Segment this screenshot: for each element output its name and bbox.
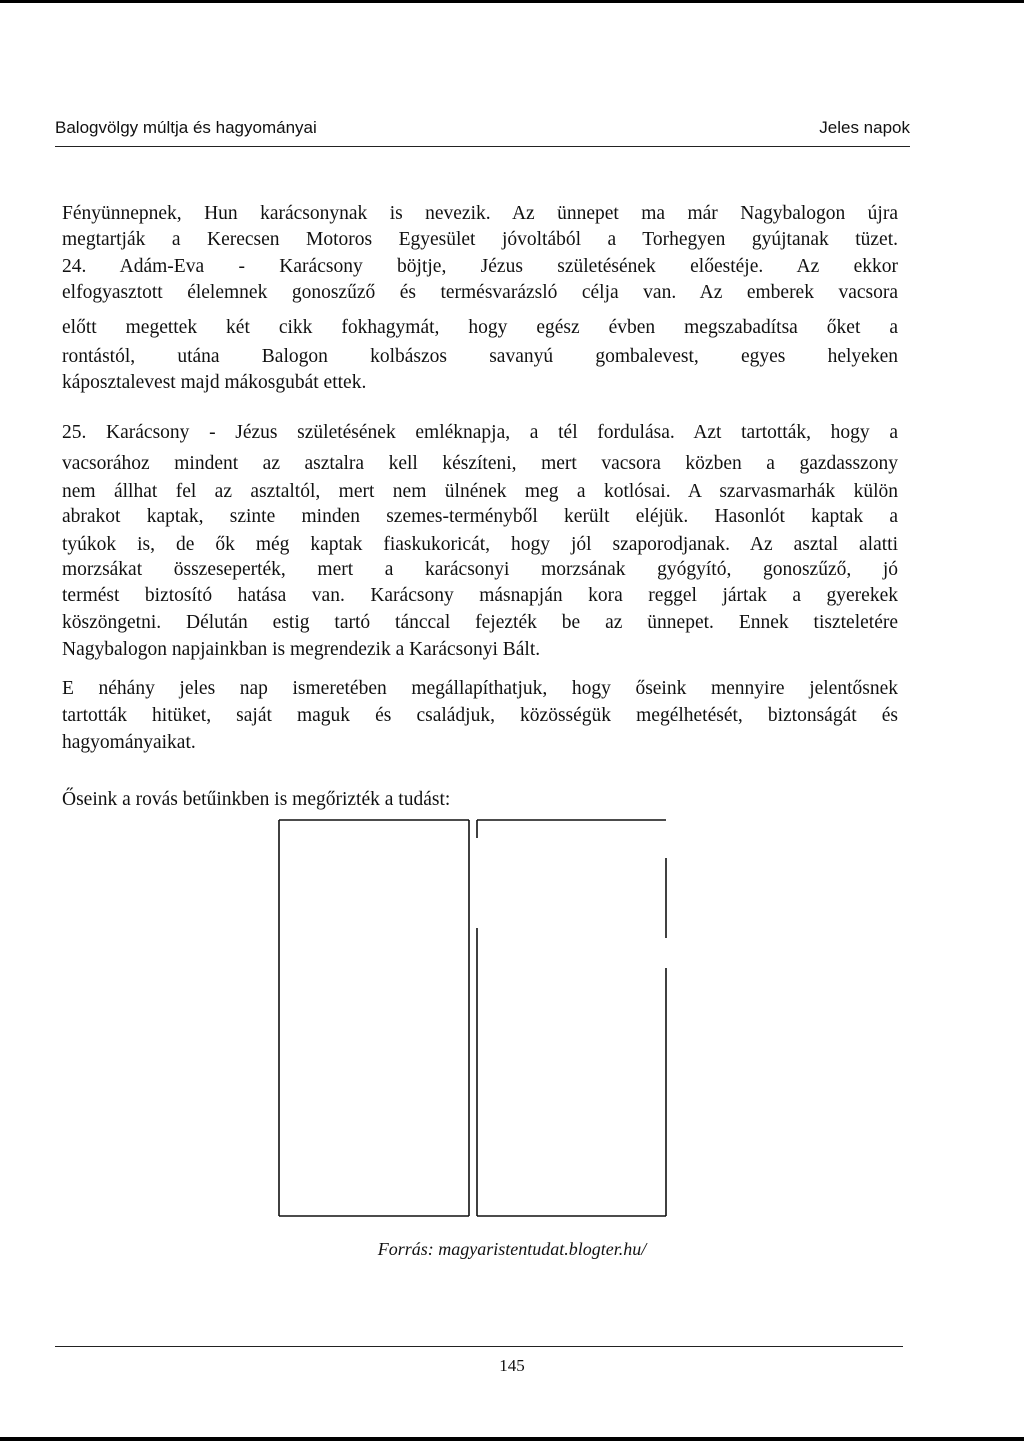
running-header [55, 116, 910, 147]
text-line: 24. Adám-Eva - Karácsony böjtje, Jézus születésének előestéje. Az ekkor [62, 256, 898, 277]
text-line: vacsorához mindent az asztalra kell készíteni, mert vacsora közben a gazdasszony [62, 453, 898, 474]
text-line: elfogyasztott élelemnek gonoszűző és termésvarázsló célja van. Az emberek vacsora [62, 282, 898, 303]
image-source-caption: Forrás: magyaristentudat.blogter.hu/ [377, 1239, 647, 1259]
text-line: nem állhat fel az asztaltól, mert nem ülnének meg a kotlósai. A szarvasmarhák külön [62, 481, 898, 502]
text-line: megtartják a Kerecsen Motoros Egyesület jóvoltából a Torhegyen gyújtanak tüzet. [62, 229, 898, 250]
page-number: 145 [499, 1356, 525, 1375]
text-line: Nagybalogon napjainkban is megrendezik a Karácsonyi Bált. [62, 639, 541, 660]
text-line: Őseink a rovás betűinkben is megőrizték a tudást: [62, 789, 451, 810]
footer-rule [55, 1346, 903, 1347]
scan-edge-top [0, 0, 1024, 3]
text-line: E néhány jeles nap ismeretében megállapíthatjuk, hogy őseink mennyire jelentősnek [62, 678, 898, 699]
text-line: 25. Karácsony - Jézus születésének emléknapja, a tél fordulása. Azt tartották, hogy a [62, 422, 898, 443]
scan-edge-bottom [0, 1437, 1024, 1441]
text-line: morzsákat összeseperték, mert a karácsonyi morzsának gyógyító, gonoszűző, jó [62, 559, 898, 580]
text-line: előtt megettek két cikk fokhagymát, hogy egész évben megszabadítsa őket a [62, 317, 898, 338]
text-line: köszöngetni. Délután estig tartó tánccal fejezték be az ünnepet. Ennek tiszteletére [62, 612, 898, 633]
rovas-image-frames [277, 818, 669, 1218]
text-line: Fényünnepnek, Hun karácsonynak is nevezik. Az ünnepet ma már Nagybalogon újra [62, 203, 898, 224]
text-line: tyúkok is, de ők még kaptak fiaskukoricát, hogy jól szaporodjanak. Az asztal alatti [62, 534, 898, 555]
header-section: Jeles napok [819, 118, 910, 137]
text-line: termést biztosító hatása van. Karácsony másnapján kora reggel jártak a gyerekek [62, 585, 898, 606]
text-line: rontástól, utána Balogon kolbászos savanyú gombalevest, egyes helyeken [62, 346, 898, 367]
text-line: abrakot kaptak, szinte minden szemes-terményből került eléjük. Hasonlót kaptak a [62, 506, 898, 527]
text-line: káposztalevest majd mákosgubát ettek. [62, 372, 367, 393]
text-line: tartották hitüket, saját maguk és családjuk, közösségük megélhetését, biztonságát és [62, 705, 898, 726]
text-line: hagyományaikat. [62, 732, 196, 753]
header-title: Balogvölgy múltja és hagyományai [55, 118, 317, 137]
